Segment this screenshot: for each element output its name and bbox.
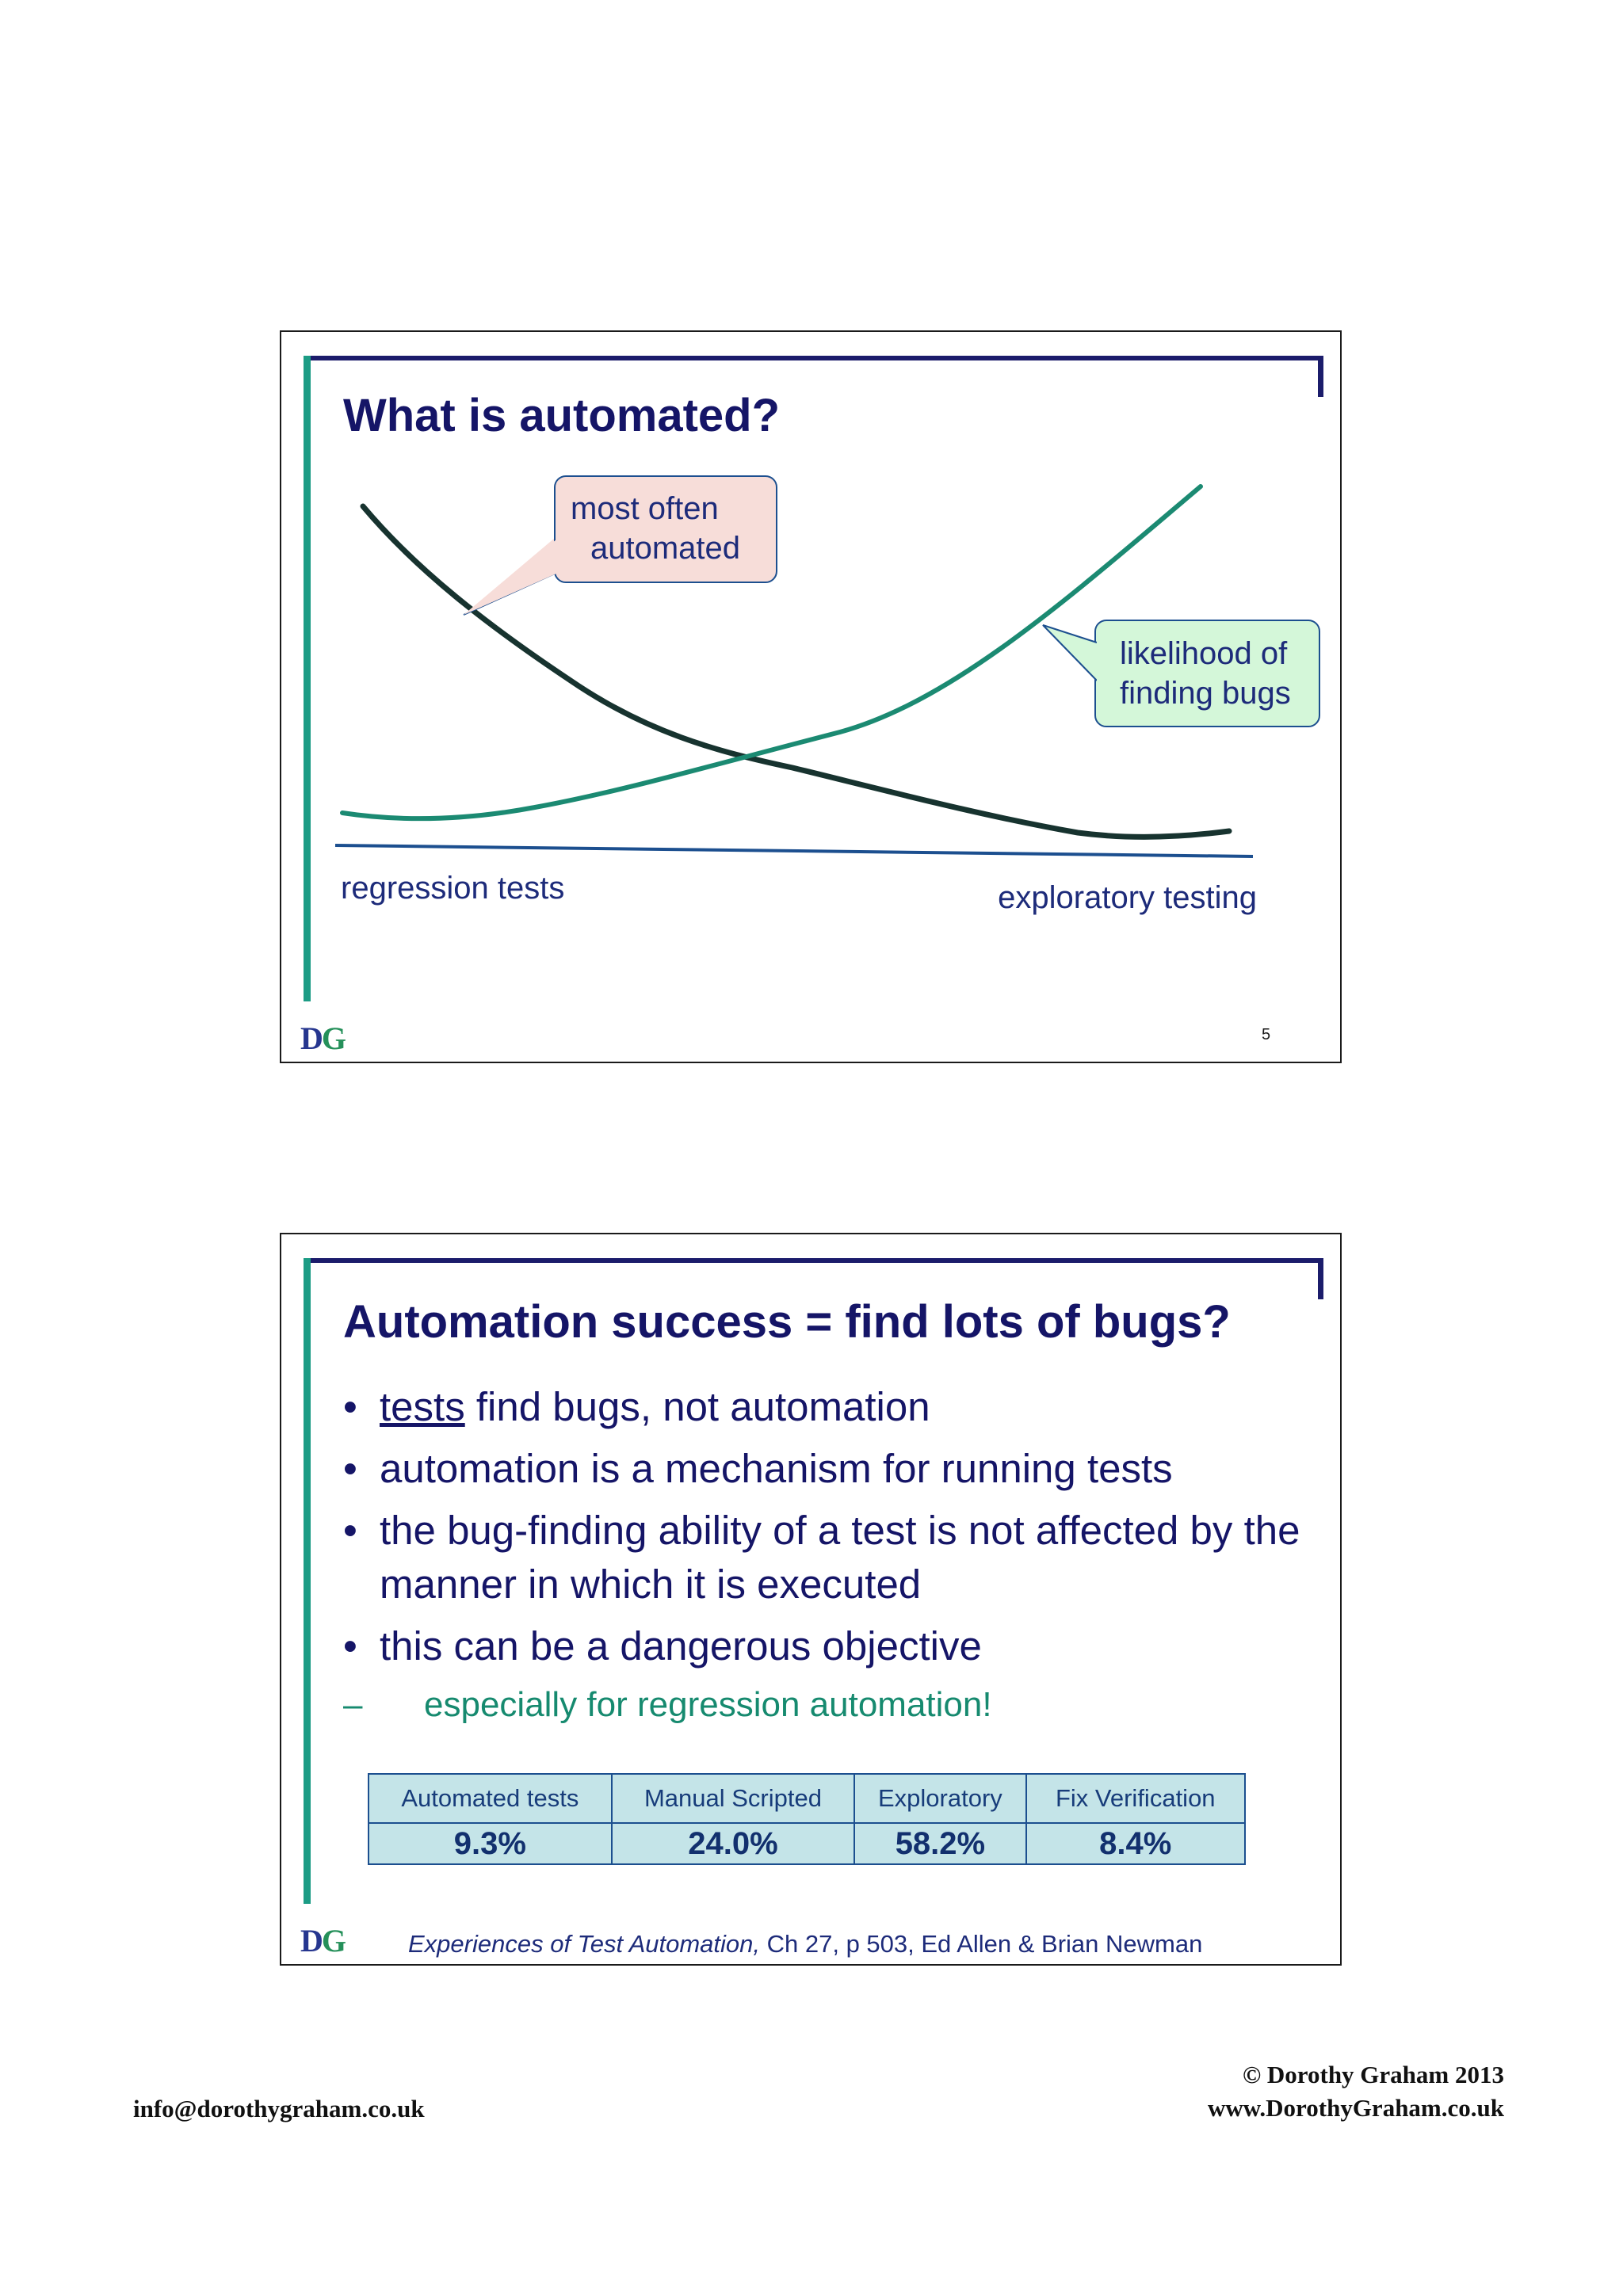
callout-line: likelihood of xyxy=(1120,636,1288,671)
dg-logo: DG xyxy=(300,1020,346,1056)
callout-finding-bugs xyxy=(1043,620,1319,727)
slide-what-is-automated xyxy=(280,330,1342,1063)
test-type-bug-table xyxy=(368,1773,1246,1865)
bullet-item: • automation is a mechanism for running tests xyxy=(343,1446,1173,1491)
x-axis-left-label: regression tests xyxy=(341,871,565,906)
x-axis-right-label: exploratory testing xyxy=(998,880,1257,915)
table-header: Exploratory xyxy=(854,1774,1025,1823)
callout-line: finding bugs xyxy=(1120,676,1291,711)
bullet-list xyxy=(343,1380,1318,1737)
slide-left-rule xyxy=(304,1258,311,1904)
table-cell: 58.2% xyxy=(854,1823,1025,1864)
table-header: Fix Verification xyxy=(1026,1774,1245,1823)
table-header: Automated tests xyxy=(369,1774,612,1823)
table-cell: 8.4% xyxy=(1026,1823,1245,1864)
callout-line: most often xyxy=(571,491,719,526)
slide-title: What is automated? xyxy=(343,390,781,441)
footer-right xyxy=(1208,2058,1504,2125)
table-header-row xyxy=(369,1774,1245,1823)
bullet-item: • tests find bugs, not automation xyxy=(343,1384,930,1429)
copyright: © Dorothy Graham 2013 xyxy=(1243,2061,1504,2088)
sub-bullet-item: – especially for regression automation! xyxy=(343,1685,992,1724)
page-number: 5 xyxy=(1262,1026,1271,1043)
bullet-item: • this can be a dangerous objective xyxy=(343,1623,982,1669)
slide-automation-success xyxy=(280,1233,1342,1966)
email-link[interactable]: info@dorothygraham.co.uk xyxy=(133,2095,425,2122)
table-cell: 9.3% xyxy=(369,1823,612,1864)
table-row xyxy=(369,1823,1245,1864)
table-header: Manual Scripted xyxy=(612,1774,855,1823)
bullet-item: • the bug-finding ability of a test is not affected by the manner in which it is executed xyxy=(343,1508,1300,1607)
callout-most-often-automated xyxy=(464,476,777,615)
callout-line: automated xyxy=(590,531,741,566)
table-cell: 24.0% xyxy=(612,1823,855,1864)
dg-logo: DG xyxy=(300,1923,346,1958)
website-link[interactable]: www.DorothyGraham.co.uk xyxy=(1207,2094,1504,2122)
automation-chart xyxy=(281,332,1340,1062)
slide-top-rule xyxy=(305,1258,1323,1263)
slide-title: Automation success = find lots of bugs? xyxy=(343,1296,1231,1348)
x-axis-line xyxy=(335,845,1253,856)
citation: Experiences of Test Automation, Ch 27, p 503, Ed Allen & Brian Newman xyxy=(408,1930,1203,1958)
slide-corner-rule xyxy=(1318,1258,1323,1299)
